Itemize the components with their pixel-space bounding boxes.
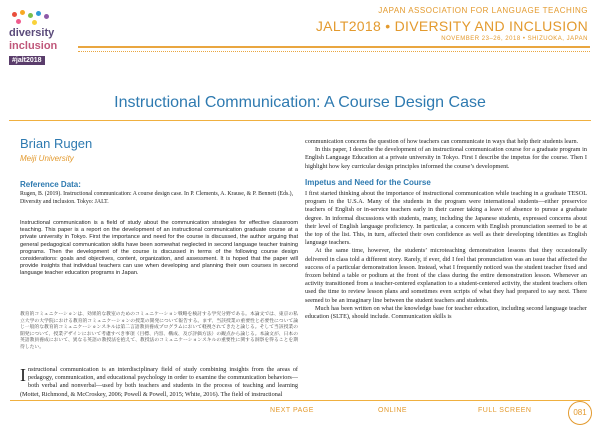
abstract-ja: 教育的コミュニケーションは、効果的な教室のためのコミュニケーション戦略を検討する学究分野である。本論文では、東京の私立大学の大学院における教育的コミュニケーションの授業の開発について報告する。まず、当該授業の重要性と必要性について論じ一般的な教育的コミュニケーションスキルは第二言語教員養成プログラムにおいて軽視されてきたと論じる。そして当該授業の開発について、授業デザインにおいて考慮すべき事項（目標、内容、構成、及び評価方法）の観点から論じる。本論文が、日本の英語教員養成において、異なる英語の教授法を抱えて、教授法のコミュニケーションスキルの重要性に関する洞察を得ることを期待したい。 <box>20 312 298 350</box>
reference-text: Rugen, B. (2019). Instructional communication: A course design case. In P. Clements, A. Krause, & P. Bennett (Eds.), Diversity and inclusion. Tokyo: JALT. <box>20 191 294 205</box>
article-title: Instructional Communication: A Course Design Case <box>114 94 486 111</box>
paragraph: Much has been written on what the knowledge base for teacher education, including second language teacher education (SLTE), should include. Communication skills is <box>305 304 587 321</box>
online-link[interactable]: ONLINE <box>378 407 408 414</box>
reference-heading: Reference Data: <box>20 180 81 189</box>
author-affiliation: Meiji University <box>20 154 74 163</box>
logo-line2: inclusion <box>9 40 58 52</box>
title-rule <box>9 120 591 121</box>
conference-title: JALT2018 • DIVERSITY AND INCLUSION <box>315 18 588 34</box>
intro-text: nstructional communication is an interdisciplinary field of study combining insights from the areas of pedagogy, communication, and educational psychology in order to examine the communication behaviors—both verbal and nonverbal—used by both teachers and students in the process of teaching and learning (Mottet, Richmond, & McCroskey, 2006; Powell & Powell, 2015; White, 2016). The field of instructional <box>20 366 298 398</box>
conference-venue: NOVEMBER 23–26, 2018 • SHIZUOKA, JAPAN <box>441 36 588 42</box>
paragraph: At the same time, however, the students’ microteaching demonstration lessons that they occasionally delivered in class told a different story. Rarely, if ever, did I feel that pronunciation was an issue that affected the success of a particular demonstration lesson. Instead, what I frequently noticed was the student teacher fixed and frozen behind a table or podium at the front of the class during the entire demonstration lesson. Whenever an activity transitioned from a teacher-centered explanation to a student-centered activity, the student teachers often used the time to review lesson plans and sometimes even scripts of what they had prepared to say next. There seemed to be an imaginary line between the student teachers and students. <box>305 247 587 304</box>
paragraph: communication concerns the question of how teachers can communicate in ways that help their students learn. <box>305 138 579 145</box>
page-number: 081 <box>568 401 592 425</box>
header-dotted-rule <box>78 51 590 52</box>
logo-line1: diversity <box>9 27 55 39</box>
full-screen-link[interactable]: FULL SCREEN <box>478 407 532 414</box>
header-rule <box>78 46 590 48</box>
conference-logo <box>6 8 68 70</box>
paragraph: In this paper, I describe the development of an instructional communication course for a graduate program in English Language Education at a private university in Tokyo. First I describe the impetus for the course. Then I highlight how key curricular design principles informed the course’s development. <box>305 146 587 170</box>
org-name: JAPAN ASSOCIATION FOR LANGUAGE TEACHING <box>378 6 588 15</box>
paragraph: I first started thinking about the importance of instructional communication while teaching in a graduate TESOL program in the U.S.A. Many of the students in the program were international students—either preservice teachers of English or in-service teachers early in their career taking a leave of absence to pursue a graduate degree. In informal discussions with students, many, including the Japanese students, expressed concerns about their level of English language proficiency. In particular, a concern with English pronunciation seemed to be at the top of the list. This, in turn, affected their own confidence as well as their developing identities as English language teachers. <box>305 190 587 247</box>
footer-rule <box>10 400 590 401</box>
abstract-en: Instructional communication is a field of study about the communication strategies for effective classroom teaching. This paper is a report on the development of an instructional communication graduate course at a private university in Tokyo. First the importance and need for the course is discussed, the author arguing that general pedagogical communication skills have been somewhat neglected in second language teacher training programs. Then the development of the course is discussed in terms of the following course design considerations: goals and objectives, content, organization, and assessment. It is hoped that the paper will provide insights that individual teachers can use when developing and planning their own courses in second language teacher education programs in Japan. <box>20 220 298 277</box>
logo-hashtag: #jalt2018 <box>9 56 45 65</box>
next-page-link[interactable]: NEXT PAGE <box>270 407 314 414</box>
author-name: Brian Rugen <box>20 136 93 151</box>
drop-cap: I <box>20 365 26 385</box>
footer-nav <box>0 394 600 424</box>
right-column <box>305 138 587 321</box>
section-heading: Impetus and Need for the Course <box>305 177 431 187</box>
